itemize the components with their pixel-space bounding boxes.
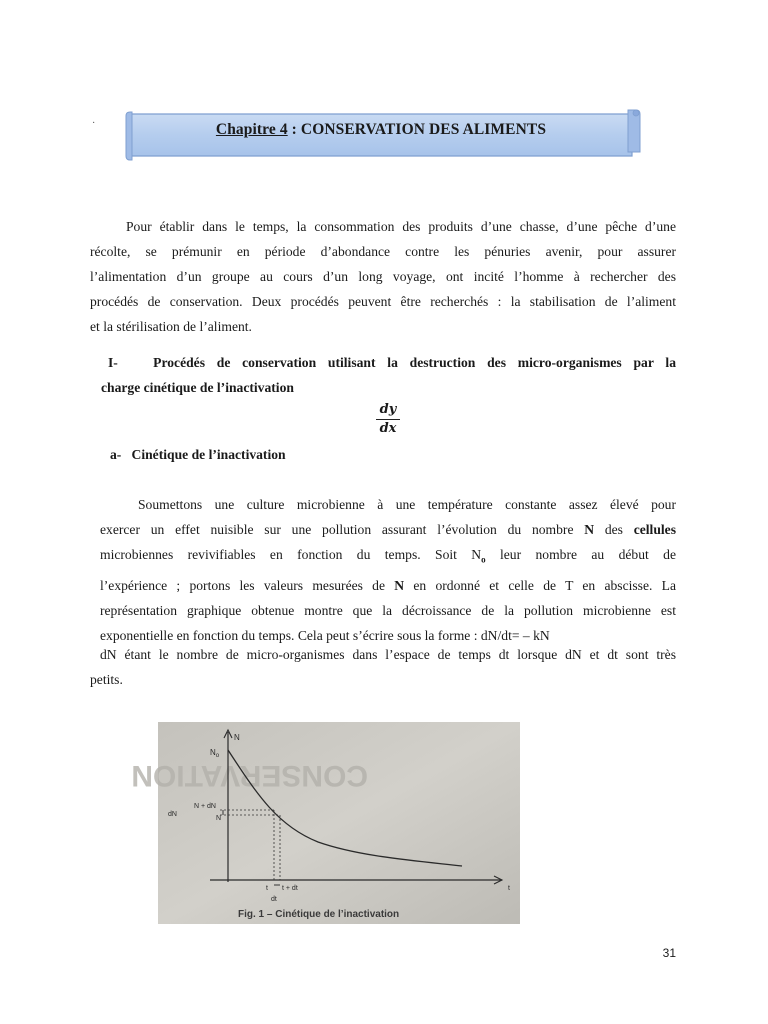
intro-line: procédés de conservation. Deux procédés peuvent être recherchés : la stabilisation de l’aliment [90, 294, 676, 309]
subsection-number: a- [110, 447, 122, 462]
t-label: t [266, 885, 268, 892]
body-line: petits. [90, 672, 123, 687]
intro-line: récolte, se prémunir en période d’abondance contre les pénuries avenir, pour assurer [90, 244, 676, 259]
body-line: l’expérience ; portons les valeurs mesurées de N en ordonné et celle de T en abscisse. La [100, 577, 676, 593]
body-line: dN étant le nombre de micro-organismes dans l’espace de temps dt lorsque dN et dt sont très [100, 647, 676, 662]
intro-line: et la stérilisation de l’aliment. [90, 319, 252, 334]
n-plus-dn-label: N + dN [194, 803, 216, 810]
section-heading [101, 350, 676, 400]
intro-line: Pour établir dans le temps, la consommation des produits d’une chasse, d’une pêche d’une [126, 219, 676, 234]
intro-paragraph [90, 214, 676, 339]
formula-denominator: dx [379, 421, 397, 437]
chapter-title [124, 108, 638, 152]
body-line: microbiennes revivifiables en fonction du temps. Soit $N_o$ leur nombre au début de [100, 547, 676, 565]
dn-label: dN [168, 811, 177, 818]
subsection-heading [110, 442, 286, 467]
chapter-label: Chapitre 4 [215, 121, 288, 138]
t-plus-dt-label: t + dt [282, 885, 298, 892]
inactivation-curve-photo [131, 722, 520, 924]
section-number: I- [108, 355, 118, 370]
formula-dy-dx [372, 402, 404, 437]
stray-dot: · [92, 118, 96, 129]
x-axis-label: t [508, 885, 510, 892]
fraction-bar [376, 419, 400, 420]
intro-line: l’alimentation d’un groupe au cours d’un long voyage, ont incité l’homme à rechercher des [90, 269, 676, 284]
dt-label: dt [271, 896, 277, 903]
formula-numerator: dy [379, 402, 397, 417]
body-paragraph-continued [90, 642, 676, 692]
subsection-title: Cinétique de l’inactivation [131, 447, 286, 462]
body-line: représentation graphique obtenue montre que la décroissance de la pollution microbienne est [100, 602, 676, 618]
figure-caption: Fig. 1 – Cinétique de l’inactivation [238, 909, 400, 920]
chapter-name: CONSERVATION DES ALIMENTS [300, 121, 547, 138]
y-axis-label: N [234, 733, 240, 742]
chapter-banner [124, 108, 638, 160]
inactivation-figure [131, 722, 520, 924]
section-title-line1: Procédés de conservation utilisant la destruction des micro-organismes par la [153, 355, 676, 370]
body-line: exponentielle en fonction du temps. Cela peut s’écrire sous la forme : dN/dt= – kN [100, 627, 550, 643]
body-paragraph [100, 492, 676, 648]
n-label: N [216, 815, 222, 822]
n0-label: $N_o$ [210, 748, 220, 759]
body-line: exercer un effet nuisible sur une pollution assurant l’évolution du nombre N des cellules [100, 522, 676, 537]
watermark-text: CONSERVATION [131, 759, 368, 792]
body-line: Soumettons une culture microbienne à une température constante assez élevé pour [138, 497, 676, 512]
chapter-separator: : [287, 121, 301, 138]
page-number: 31 [662, 946, 676, 960]
section-title-line2: charge cinétique de l’inactivation [101, 380, 294, 395]
